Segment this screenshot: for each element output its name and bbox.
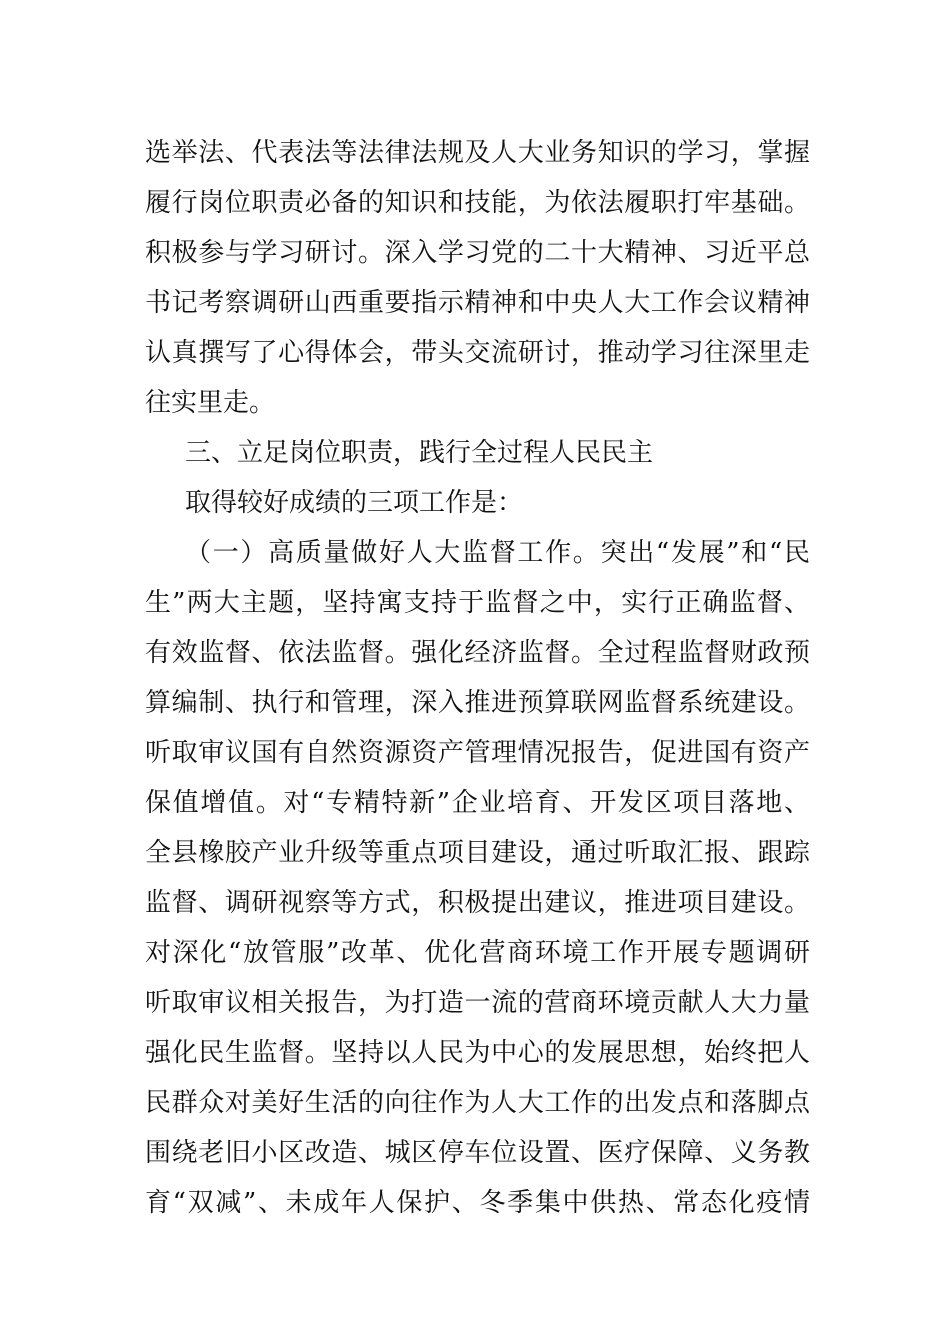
text-line: 算编制、执行和管理，深入推进预算联网监督系统建设。 xyxy=(145,688,810,718)
subsection-heading-line: （一）高质量做好人大监督工作。突出“发展”和“民 xyxy=(185,538,810,568)
text-line: 民群众对美好生活的向往作为人大工作的出发点和落脚点 xyxy=(145,1088,810,1118)
body-text xyxy=(145,128,810,1228)
text-line: 生”两大主题，坚持寓支持于监督之中，实行正确监督、 xyxy=(145,588,810,618)
text-line: 有效监督、依法监督。强化经济监督。全过程监督财政预 xyxy=(145,638,810,668)
text-line: 书记考察调研山西重要指示精神和中央人大工作会议精神 xyxy=(145,288,810,318)
text-line: 育“双减”、未成年人保护、冬季集中供热、常态化疫情 xyxy=(145,1188,810,1218)
text-line: 围绕老旧小区改造、城区停车位设置、医疗保障、义务教 xyxy=(145,1138,810,1168)
section-heading: 三、立足岗位职责，践行全过程人民民主 xyxy=(185,438,654,468)
text-line: 保值增值。对“专精特新”企业培育、开发区项目落地、 xyxy=(145,788,810,818)
text-line: 选举法、代表法等法律法规及人大业务知识的学习，掌握 xyxy=(145,138,810,168)
text-line: 监督、调研视察等方式，积极提出建议，推进项目建设。 xyxy=(145,888,810,918)
text-line: 听取审议国有自然资源资产管理情况报告，促进国有资产 xyxy=(145,738,810,768)
text-line: 积极参与学习研讨。深入学习党的二十大精神、习近平总 xyxy=(145,238,810,268)
text-line: 强化民生监督。坚持以人民为中心的发展思想，始终把人 xyxy=(145,1038,810,1068)
text-line: 全县橡胶产业升级等重点项目建设，通过听取汇报、跟踪 xyxy=(145,838,810,868)
text-line: 认真撰写了心得体会，带头交流研讨，推动学习往深里走 xyxy=(145,338,810,368)
text-line: 往实里走。 xyxy=(145,388,276,418)
text-line: 听取审议相关报告，为打造一流的营商环境贡献人大力量 xyxy=(145,988,810,1018)
text-line: 对深化“放管服”改革、优化营商环境工作开展专题调研 xyxy=(145,938,810,968)
text-line: 取得较好成绩的三项工作是： xyxy=(185,488,524,518)
text-line: 履行岗位职责必备的知识和技能，为依法履职打牢基础。 xyxy=(145,188,810,218)
